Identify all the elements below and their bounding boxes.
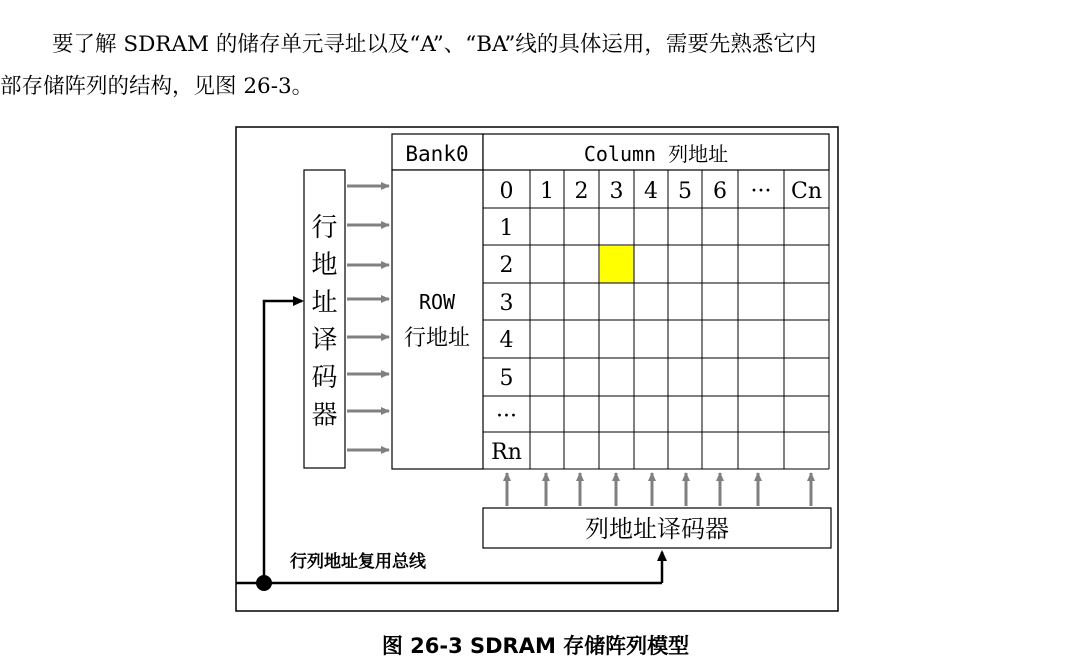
- row-decoder-char: 址: [311, 288, 338, 318]
- row-decoder-char: 行: [311, 213, 338, 243]
- column-header: 2: [574, 179, 589, 204]
- row-label-line-2: 行地址: [403, 326, 471, 351]
- column-header: 4: [644, 179, 658, 204]
- column-header: 1: [540, 179, 554, 204]
- column-label: Column 列地址: [583, 142, 729, 166]
- highlighted-cell: [600, 246, 634, 283]
- column-header: 6: [713, 179, 727, 204]
- row-decoder-char: 地: [311, 250, 338, 281]
- intro-line-1: 要了解 SDRAM 的储存单元寻址以及“A”、“BA”线的具体运用，需要先熟悉它内: [52, 32, 817, 57]
- row-decoder-char: 器: [311, 400, 338, 431]
- column-header: Cn: [790, 179, 823, 204]
- column-header: 3: [609, 179, 624, 204]
- column-header: 5: [678, 179, 692, 204]
- column-header: ···: [750, 179, 772, 204]
- column-decoder-label: 列地址译码器: [585, 515, 729, 543]
- memory-grid: [483, 170, 829, 469]
- bank-label: Bank0: [405, 142, 469, 166]
- intro-line-2: 部存储阵列的结构，见图 26-3。: [0, 74, 314, 99]
- row-header: 4: [499, 328, 514, 353]
- column-header: 0: [499, 179, 514, 204]
- row-header: 1: [499, 216, 514, 241]
- row-label-box: [392, 170, 483, 469]
- row-header: 5: [499, 366, 514, 391]
- row-label-line-1: ROW: [418, 290, 456, 314]
- row-header: 3: [499, 291, 514, 316]
- figure-caption: 图 26-3 SDRAM 存储阵列模型: [381, 634, 690, 658]
- bus-to-row-decoder: [264, 301, 302, 583]
- row-decoder-char: 码: [311, 363, 338, 393]
- bus-junction-dot: [256, 575, 272, 591]
- row-header: 2: [499, 253, 514, 278]
- row-header: ···: [496, 404, 517, 429]
- row-decoder-char: 译: [311, 325, 338, 356]
- row-header: Rn: [491, 440, 522, 465]
- column-decoder-outputs: [507, 473, 811, 506]
- row-decoder-outputs: [347, 186, 389, 450]
- bus-label: 行列地址复用总线: [290, 552, 426, 572]
